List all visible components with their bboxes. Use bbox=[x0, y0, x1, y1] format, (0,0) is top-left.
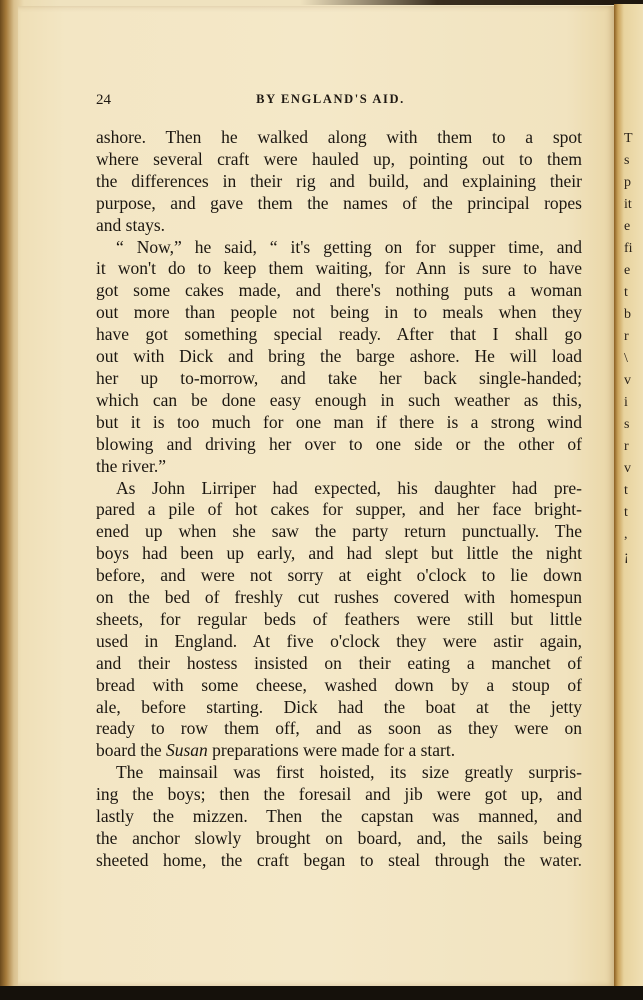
next-page-fragment: v bbox=[624, 373, 631, 388]
next-page-fragment: it bbox=[624, 197, 632, 212]
text-line: the river.” bbox=[96, 455, 166, 476]
text-line: have got something special ready. After that I shall go bbox=[96, 324, 582, 345]
paragraph-2 bbox=[96, 237, 582, 478]
text-line: As John Lirriper had expected, his daughter had pre- bbox=[116, 477, 582, 498]
text-line bbox=[96, 740, 582, 762]
text-line: lastly the mizzen. Then the capstan was manned, and bbox=[96, 806, 582, 827]
next-page-fragment: r bbox=[624, 329, 629, 344]
next-page-fragment: s bbox=[624, 417, 630, 432]
page-number: 24 bbox=[96, 92, 111, 108]
scan-bottom-edge bbox=[0, 986, 643, 1000]
next-page-fragment: s bbox=[624, 153, 630, 168]
text-line: got some cakes made, and there's nothing puts a woman bbox=[96, 280, 582, 301]
ship-name: Susan bbox=[165, 740, 208, 761]
running-head bbox=[78, 92, 583, 112]
next-page-fragment: i bbox=[624, 395, 628, 410]
text-line: the anchor slowly brought on board, and, the sails being bbox=[96, 828, 582, 848]
next-page-edge bbox=[614, 4, 643, 988]
next-page-fragment: r bbox=[624, 439, 629, 454]
text-run: preparations were made for a start. bbox=[207, 740, 456, 761]
text-line: it won't do to keep them waiting, for Ann is sure to have bbox=[96, 258, 582, 279]
next-page-fragment: ¡ bbox=[624, 549, 629, 564]
text-line: The mainsail was first hoisted, its size greatly surpris- bbox=[116, 762, 582, 783]
text-line: out more than people not being in to meals when they bbox=[96, 302, 582, 323]
scan-top-shadow bbox=[300, 0, 643, 5]
book-title: BY ENGLAND'S AID. bbox=[256, 92, 405, 106]
text-line: pared a pile of hot cakes for supper, and her face bright- bbox=[96, 499, 582, 520]
text-line: on the bed of freshly cut rushes covered with homespun bbox=[96, 587, 582, 608]
next-page-fragment: e bbox=[624, 219, 631, 234]
text-line: out with Dick and bring the barge ashore. He will load bbox=[96, 346, 582, 367]
text-line: ened up when she saw the party return punctually. The bbox=[96, 521, 582, 542]
next-page-fragment: e bbox=[624, 263, 631, 278]
text-line: sheeted home, the craft began to steal through the water. bbox=[96, 849, 582, 870]
paragraph-1 bbox=[96, 127, 582, 237]
next-page-fragment: T bbox=[624, 131, 633, 146]
next-page-fragment: b bbox=[624, 307, 631, 322]
text-line: before, and were not sorry at eight o'clock to lie down bbox=[96, 565, 582, 586]
text-line: the differences in their rig and build, and explaining their bbox=[96, 170, 582, 191]
text-line: ready to row them off, and as soon as they were on bbox=[96, 718, 582, 739]
text-line: and their hostess insisted on their eating a manchet of bbox=[96, 652, 582, 673]
text-line: purpose, and gave them the names of the principal ropes bbox=[96, 192, 582, 213]
text-line: ing the boys; then the foresail and jib were got up, and bbox=[96, 784, 582, 805]
next-page-fragment: v bbox=[624, 461, 631, 476]
next-page-fragment: fi bbox=[624, 241, 633, 256]
next-page-fragment: p bbox=[624, 175, 631, 190]
text-line: ashore. Then he walked along with them to a spot bbox=[96, 127, 582, 147]
next-page-fragment: t bbox=[624, 505, 628, 520]
paragraph-4 bbox=[96, 762, 582, 872]
text-line: boys had been up early, and had slept but little the night bbox=[96, 543, 582, 564]
paragraph-3 bbox=[96, 478, 582, 763]
next-page-fragment: \ bbox=[624, 351, 628, 366]
text-line: blowing and driving her over to one side or the other of bbox=[96, 433, 582, 454]
text-line: which can be done easy enough in such weather as this, bbox=[96, 389, 582, 410]
text-line: but it is too much for one man if there is a strong wind bbox=[96, 411, 582, 432]
text-line: where several craft were hauled up, pointing out to them bbox=[96, 148, 582, 169]
text-line: ale, before starting. Dick had the boat at the jetty bbox=[96, 696, 582, 717]
next-page-fragment: t bbox=[624, 483, 628, 498]
next-page-fragment: , bbox=[624, 527, 628, 542]
body-text bbox=[96, 127, 582, 872]
text-line: bread with some cheese, washed down by a stoup of bbox=[96, 674, 582, 695]
text-line: used in England. At five o'clock they were astir again, bbox=[96, 630, 582, 651]
text-line: and stays. bbox=[96, 214, 166, 235]
text-line: her up to-morrow, and take her back single-handed; bbox=[96, 367, 582, 388]
text-line: “ Now,” he said, “ it's getting on for supper time, and bbox=[116, 236, 582, 257]
text-line: sheets, for regular beds of feathers were still but little bbox=[96, 608, 582, 629]
text-run: board the bbox=[96, 740, 166, 761]
next-page-fragment: t bbox=[624, 285, 628, 300]
